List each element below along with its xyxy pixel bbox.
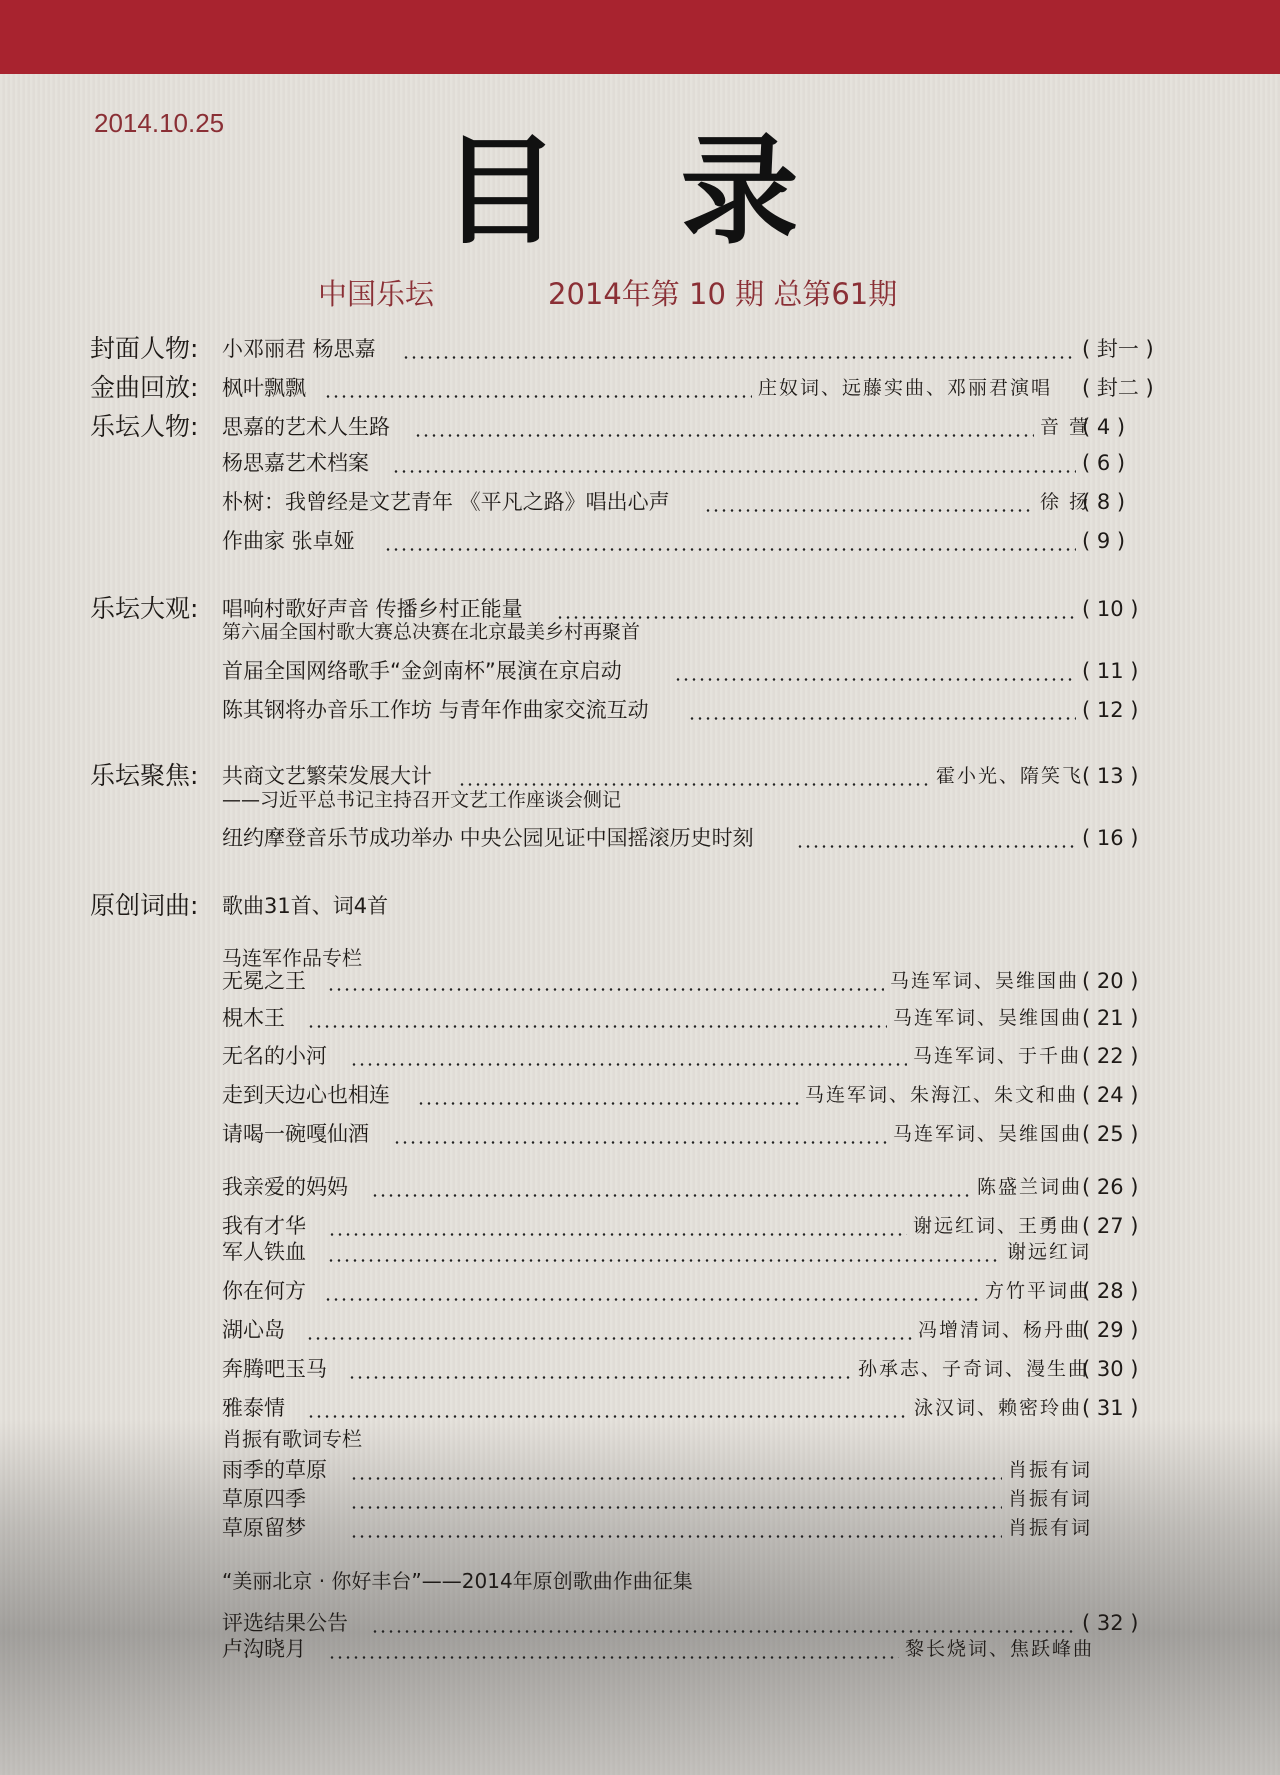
dot-leader xyxy=(414,434,1034,437)
toc-entry xyxy=(0,408,1280,446)
toc-entry-credit: 肖振有词 xyxy=(1008,1488,1093,1510)
toc-entry-credit: 马连军词、吴维国曲 xyxy=(890,970,1080,992)
dot-leader xyxy=(674,678,1076,681)
dot-leader xyxy=(327,988,884,991)
toc-entry-title: 奔腾吧玉马 xyxy=(222,1357,327,1381)
magazine-name: 中国乐坛 xyxy=(318,277,435,311)
toc-entry-page: ( 8 ) xyxy=(1082,490,1126,514)
toc-entry-credit: 谢远红词、王勇曲 xyxy=(913,1215,1082,1237)
toc-entry xyxy=(0,1272,1280,1310)
toc-entry xyxy=(0,1076,1280,1114)
toc-entry xyxy=(0,819,1280,857)
toc-entry-credit: 冯增清词、杨丹曲 xyxy=(918,1319,1087,1341)
toc-entry xyxy=(0,1311,1280,1349)
dot-leader xyxy=(796,845,1076,848)
dot-leader xyxy=(348,1376,852,1379)
dot-leader xyxy=(306,1337,912,1340)
toc-entry-credit: 马连军词、吴维国曲 xyxy=(893,1007,1083,1029)
toc-entry-page: ( 10 ) xyxy=(1082,597,1139,621)
toc-entry-page: ( 11 ) xyxy=(1082,659,1139,683)
toc-entry-credit: 庄奴词、远藤实曲、邓丽君演唱 xyxy=(758,377,1053,399)
dot-leader xyxy=(384,548,1076,551)
toc-entry-title: 请喝一碗嘎仙酒 xyxy=(222,1122,369,1146)
dot-leader xyxy=(704,509,1034,512)
toc-entry-title: 我有才华 xyxy=(222,1214,306,1238)
toc-entry-title: 共商文艺繁荣发展大计 xyxy=(222,764,432,788)
toc-entry-title: 唱响村歌好声音 传播乡村正能量 xyxy=(222,597,523,621)
dot-leader xyxy=(417,1102,799,1105)
toc-entry-page: ( 4 ) xyxy=(1082,415,1126,439)
toc-entry-title: 纽约摩登音乐节成功举办 中央公园见证中国摇滚历史时刻 xyxy=(222,826,754,850)
toc-entry xyxy=(0,522,1280,560)
toc-entry-page: ( 29 ) xyxy=(1082,1318,1139,1342)
dot-leader xyxy=(327,1259,1001,1262)
toc-entry-page: ( 16 ) xyxy=(1082,826,1139,850)
toc-entry-credit: 马连军词、朱海江、朱文和曲 xyxy=(805,1084,1079,1106)
toc-entry-title: 无冕之王 xyxy=(222,969,306,993)
toc-entry-credit: 霍小光、隋笑飞 xyxy=(936,765,1084,787)
dot-leader xyxy=(350,1535,1002,1538)
beijing-header: “美丽北京 · 你好丰台”——2014年原创歌曲作曲征集 xyxy=(222,1569,693,1593)
issue-date: 2014.10.25 xyxy=(94,108,225,138)
toc-entry xyxy=(0,444,1280,482)
toc-entry xyxy=(0,483,1280,521)
toc-entry xyxy=(0,757,1280,795)
toc-entry-page: ( 24 ) xyxy=(1082,1083,1139,1107)
toc-entry-credit: 谢远红词 xyxy=(1007,1241,1092,1263)
section-focus: 乐坛聚焦: xyxy=(90,761,199,790)
toc-entry-title: 草原四季 xyxy=(222,1487,306,1511)
toc-entry-title: 草原留梦 xyxy=(222,1516,306,1540)
dot-leader xyxy=(324,1298,979,1301)
toc-entry xyxy=(0,962,1280,1000)
toc-entry-credit: 马连军词、吴维国曲 xyxy=(893,1123,1083,1145)
toc-entry-title: 无名的小河 xyxy=(222,1044,327,1068)
dot-leader xyxy=(402,356,1076,359)
toc-entry-page: ( 31 ) xyxy=(1082,1396,1139,1420)
section-original: 原创词曲: xyxy=(90,891,199,920)
songs-count: 歌曲31首、词4首 xyxy=(222,894,389,918)
toc-entry-title: 雅泰情 xyxy=(222,1396,285,1420)
ma-column-header: 马连军作品专栏 xyxy=(222,946,362,970)
toc-entry-title: 首届全国网络歌手“金剑南杯”展演在京启动 xyxy=(222,659,622,683)
section-cover: 封面人物: xyxy=(90,334,199,363)
toc-entry-credit: 黎长烧词、焦跃峰曲 xyxy=(905,1638,1095,1660)
toc-entry xyxy=(0,1168,1280,1206)
toc-entry-credit: 马连军词、于千曲 xyxy=(913,1045,1082,1067)
toc-entry-credit: 音 萱 xyxy=(1040,416,1091,438)
toc-entry-title: 梘木王 xyxy=(222,1006,285,1030)
dot-leader xyxy=(324,395,752,398)
dot-leader xyxy=(307,1415,908,1418)
toc-entry xyxy=(0,691,1280,729)
dot-leader xyxy=(328,1656,899,1659)
toc-entry-page: ( 26 ) xyxy=(1082,1175,1139,1199)
toc-entry-title: 你在何方 xyxy=(222,1279,306,1303)
toc-entry-page: ( 12 ) xyxy=(1082,698,1139,722)
toc-entry-title: 枫叶飘飘 xyxy=(222,376,306,400)
toc-entry-page: ( 21 ) xyxy=(1082,1006,1139,1030)
toc-entry-title: 陈其钢将办音乐工作坊 与青年作曲家交流互动 xyxy=(222,698,649,722)
dot-leader xyxy=(371,1194,971,1197)
toc-entry-page: ( 28 ) xyxy=(1082,1279,1139,1303)
section-overview: 乐坛大观: xyxy=(90,594,199,623)
toc-entry-credit: 孙承志、子奇词、漫生曲 xyxy=(858,1358,1090,1380)
top-red-bar xyxy=(0,0,1280,74)
toc-entry-title: 评选结果公告 xyxy=(222,1611,348,1635)
dot-leader xyxy=(392,470,1076,473)
toc-entry xyxy=(0,652,1280,690)
toc-entry-page: ( 6 ) xyxy=(1082,451,1126,475)
dot-leader xyxy=(350,1063,907,1066)
toc-entry-title: 卢沟晓月 xyxy=(222,1637,306,1661)
toc-entry-credit: 肖振有词 xyxy=(1008,1459,1093,1481)
toc-entry-page: ( 30 ) xyxy=(1082,1357,1139,1381)
toc-entry-page: ( 13 ) xyxy=(1082,764,1139,788)
dot-leader xyxy=(458,783,930,786)
toc-entry-title: 湖心岛 xyxy=(222,1318,285,1342)
section-people: 乐坛人物: xyxy=(90,412,199,441)
toc-entry xyxy=(0,330,1280,368)
toc-entry-page: ( 20 ) xyxy=(1082,969,1139,993)
toc-entry-title: 我亲爱的妈妈 xyxy=(222,1175,348,1199)
toc-entry xyxy=(0,1037,1280,1075)
toc-entry xyxy=(0,1389,1280,1427)
toc-entry-page: ( 9 ) xyxy=(1082,529,1126,553)
toc-entry-page: ( 32 ) xyxy=(1082,1611,1139,1635)
toc-entry-page: ( 25 ) xyxy=(1082,1122,1139,1146)
toc-entry-credit: 方竹平词曲 xyxy=(985,1280,1091,1302)
dot-leader xyxy=(393,1141,887,1144)
toc-entry-title: 杨思嘉艺术档案 xyxy=(222,451,369,475)
page-title: 目 录 xyxy=(441,122,839,260)
toc-entry-title: 军人铁血 xyxy=(222,1240,306,1264)
xiao-column-header: 肖振有歌词专栏 xyxy=(222,1427,362,1451)
toc-entry-page: ( 22 ) xyxy=(1082,1044,1139,1068)
toc-entry-title: 朴树：我曾经是文艺青年 《平凡之路》唱出心声 xyxy=(222,490,670,514)
toc-entry-credit: 陈盛兰词曲 xyxy=(977,1176,1083,1198)
toc-entry-page: ( 封二 ) xyxy=(1082,376,1154,400)
forum-subtitle: ——习近平总书记主持召开文艺工作座谈会侧记 xyxy=(222,789,622,811)
toc-entry-title: 小邓丽君 杨思嘉 xyxy=(222,337,376,361)
toc-entry-credit: 徐 扬 xyxy=(1040,491,1091,513)
toc-entry xyxy=(0,369,1280,407)
toc-entry xyxy=(0,590,1280,628)
toc-entry xyxy=(0,1630,1280,1668)
issue-number: 2014年第 10 期 总第61期 xyxy=(548,277,898,311)
toc-entry-page: ( 封一 ) xyxy=(1082,337,1154,361)
toc-entry-title: 雨季的草原 xyxy=(222,1458,327,1482)
toc-entry xyxy=(0,1509,1280,1547)
toc-entry-title: 走到天边心也相连 xyxy=(222,1083,390,1107)
dot-leader xyxy=(688,717,1076,720)
toc-entry-title: 作曲家 张卓娅 xyxy=(222,529,355,553)
toc-entry-credit: 泳汉词、赖密玲曲 xyxy=(914,1397,1083,1419)
section-golden: 金曲回放: xyxy=(90,373,199,402)
toc-entry-credit: 肖振有词 xyxy=(1008,1517,1093,1539)
dot-leader xyxy=(307,1025,887,1028)
toc-entry xyxy=(0,999,1280,1037)
toc-entry-title: 思嘉的艺术人生路 xyxy=(222,415,390,439)
dot-leader xyxy=(556,616,1076,619)
toc-entry xyxy=(0,1233,1280,1271)
toc-entry xyxy=(0,1115,1280,1153)
toc-entry-page: ( 27 ) xyxy=(1082,1214,1139,1238)
toc-entry xyxy=(0,1350,1280,1388)
village-subtitle: 第六届全国村歌大赛总决赛在北京最美乡村再聚首 xyxy=(222,621,641,643)
